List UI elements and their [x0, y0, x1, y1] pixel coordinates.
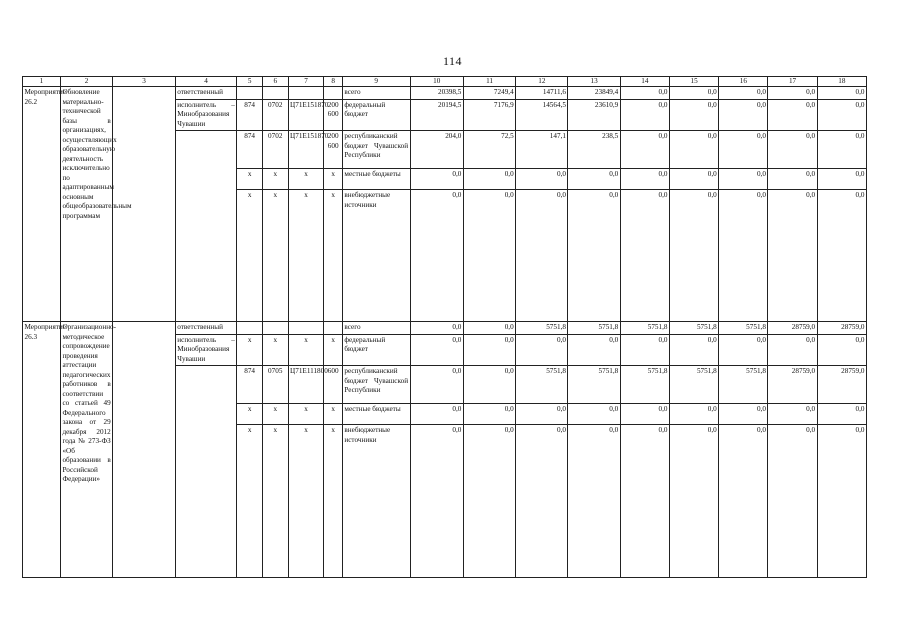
grbs-code: х: [237, 425, 263, 578]
col-header: 6: [262, 77, 288, 87]
col-header: 12: [516, 77, 568, 87]
amount-cell: 0,0: [669, 190, 718, 322]
amount-cell: 5751,8: [516, 366, 568, 404]
amount-cell: 0,0: [768, 334, 817, 366]
amount-cell: 20194,5: [410, 99, 463, 131]
amount-cell: 23610,9: [568, 99, 620, 131]
target-article-code: Ц71Е151870: [288, 131, 324, 169]
grbs-code: [237, 322, 263, 335]
amount-cell: 0,0: [463, 425, 515, 578]
actor-cell: исполнитель – Минобразования Чувашии: [175, 99, 237, 131]
funding-source: внебюджетные источники: [342, 425, 410, 578]
actor-cell: [175, 366, 237, 578]
col-header: 17: [768, 77, 817, 87]
col-header: 5: [237, 77, 263, 87]
expense-type-code: х: [324, 404, 342, 425]
amount-cell: 28759,0: [768, 322, 817, 335]
section-code: х: [262, 425, 288, 578]
amount-cell: 5751,8: [719, 366, 768, 404]
grbs-code: 874: [237, 366, 263, 404]
grbs-code: 874: [237, 99, 263, 131]
expense-type-code: х: [324, 169, 342, 190]
col-header: 2: [60, 77, 112, 87]
amount-cell: 0,0: [620, 131, 669, 169]
measure-name: Организационно-методическое сопровождение проведения аттестации педагогических работников в соответствии со статьей 49 Федерального закона от 29 декабря 2012 года № 273-ФЗ «Об образовании в Российской Федерации»: [60, 322, 112, 578]
col-header: 3: [113, 77, 176, 87]
amount-cell: 0,0: [620, 334, 669, 366]
target-article-code: [288, 322, 324, 335]
amount-cell: 0,0: [516, 404, 568, 425]
amount-cell: 0,0: [620, 190, 669, 322]
amount-cell: 5751,8: [719, 322, 768, 335]
amount-cell: 0,0: [669, 87, 718, 100]
amount-cell: 0,0: [817, 404, 866, 425]
expense-type-code: 200 600: [324, 99, 342, 131]
funding-source: местные бюджеты: [342, 169, 410, 190]
section-code: х: [262, 404, 288, 425]
amount-cell: 0,0: [568, 334, 620, 366]
section-code: х: [262, 190, 288, 322]
funding-source: республиканский бюджет Чувашской Республики: [342, 366, 410, 404]
target-article-code: Ц71Е111800: [288, 366, 324, 404]
section-code: [262, 322, 288, 335]
grbs-code: х: [237, 169, 263, 190]
expense-type-code: [324, 322, 342, 335]
amount-cell: 0,0: [516, 425, 568, 578]
grbs-code: х: [237, 334, 263, 366]
target-article-code: Ц71Е151870: [288, 99, 324, 131]
amount-cell: 5751,8: [620, 366, 669, 404]
amount-cell: 28759,0: [817, 366, 866, 404]
section-code: х: [262, 334, 288, 366]
grbs-code: [237, 87, 263, 100]
amount-cell: 0,0: [817, 334, 866, 366]
amount-cell: 0,0: [669, 131, 718, 169]
amount-cell: 0,0: [620, 425, 669, 578]
expense-type-code: 600: [324, 366, 342, 404]
amount-cell: 0,0: [410, 169, 463, 190]
section-code: 0702: [262, 99, 288, 131]
amount-cell: 0,0: [719, 425, 768, 578]
amount-cell: 0,0: [463, 366, 515, 404]
amount-cell: 0,0: [817, 425, 866, 578]
page-number: 114: [442, 54, 463, 68]
amount-cell: 0,0: [516, 334, 568, 366]
expense-type-code: х: [324, 425, 342, 578]
amount-cell: 5751,8: [669, 366, 718, 404]
amount-cell: 0,0: [817, 87, 866, 100]
amount-cell: 0,0: [620, 404, 669, 425]
measure-label: Мероприятие 26.2: [23, 87, 61, 322]
amount-cell: 5751,8: [516, 322, 568, 335]
target-article-code: х: [288, 425, 324, 578]
col-header: 15: [669, 77, 718, 87]
col-header: 1: [23, 77, 61, 87]
amount-cell: 0,0: [568, 425, 620, 578]
amount-cell: 0,0: [568, 404, 620, 425]
amount-cell: 5751,8: [620, 322, 669, 335]
amount-cell: 0,0: [669, 334, 718, 366]
target-article-code: х: [288, 334, 324, 366]
amount-cell: 0,0: [719, 190, 768, 322]
amount-cell: 14564,5: [516, 99, 568, 131]
amount-cell: 0,0: [768, 190, 817, 322]
expense-type-code: х: [324, 190, 342, 322]
amount-cell: 0,0: [410, 334, 463, 366]
amount-cell: 72,5: [463, 131, 515, 169]
amount-cell: 28759,0: [817, 322, 866, 335]
expense-type-code: х: [324, 334, 342, 366]
amount-cell: 0,0: [463, 190, 515, 322]
amount-cell: 0,0: [719, 334, 768, 366]
funding-source: всего: [342, 322, 410, 335]
actor-cell: исполнитель – Минобразования Чувашии: [175, 334, 237, 366]
grbs-code: х: [237, 404, 263, 425]
amount-cell: 0,0: [719, 169, 768, 190]
amount-cell: 0,0: [768, 131, 817, 169]
amount-cell: 0,0: [768, 87, 817, 100]
actor-cell: ответственный: [175, 322, 237, 335]
expense-type-code: 200 600: [324, 131, 342, 169]
funding-source: местные бюджеты: [342, 404, 410, 425]
amount-cell: 28759,0: [768, 366, 817, 404]
amount-cell: 0,0: [768, 425, 817, 578]
funding-source: всего: [342, 87, 410, 100]
section-code: х: [262, 169, 288, 190]
amount-cell: 0,0: [410, 404, 463, 425]
amount-cell: 0,0: [516, 190, 568, 322]
funding-source: республиканский бюджет Чувашской Республики: [342, 131, 410, 169]
amount-cell: 147,1: [516, 131, 568, 169]
amount-cell: 0,0: [620, 169, 669, 190]
col-header: 9: [342, 77, 410, 87]
section-code: 0702: [262, 131, 288, 169]
amount-cell: 204,0: [410, 131, 463, 169]
amount-cell: 7176,9: [463, 99, 515, 131]
amount-cell: 0,0: [410, 366, 463, 404]
measure-name: Обновление материально-технической базы в организациях, осуществляющих образовательную деятельность исключительно по адаптированным основным общеобразовательным программам: [60, 87, 112, 322]
amount-cell: 238,5: [568, 131, 620, 169]
amount-cell: 0,0: [669, 99, 718, 131]
amount-cell: 5751,8: [568, 322, 620, 335]
col-header: 7: [288, 77, 324, 87]
amount-cell: 0,0: [817, 169, 866, 190]
amount-cell: 0,0: [669, 169, 718, 190]
col-header: 4: [175, 77, 237, 87]
amount-cell: 0,0: [568, 190, 620, 322]
expense-type-code: [324, 87, 342, 100]
funding-source: федеральный бюджет: [342, 99, 410, 131]
target-article-code: х: [288, 169, 324, 190]
measure-label: Мероприятие 26.3: [23, 322, 61, 578]
amount-cell: 0,0: [719, 99, 768, 131]
amount-cell: 0,0: [463, 404, 515, 425]
actor-cell: [175, 131, 237, 322]
target-article-code: х: [288, 404, 324, 425]
col-header: 11: [463, 77, 515, 87]
amount-cell: 5751,8: [568, 366, 620, 404]
measure-col3: [113, 322, 176, 578]
col-header: 16: [719, 77, 768, 87]
amount-cell: 0,0: [463, 169, 515, 190]
amount-cell: 0,0: [620, 99, 669, 131]
table-row: [23, 322, 867, 335]
amount-cell: 0,0: [768, 99, 817, 131]
amount-cell: 0,0: [463, 322, 515, 335]
amount-cell: 23849,4: [568, 87, 620, 100]
amount-cell: 0,0: [463, 334, 515, 366]
section-code: [262, 87, 288, 100]
amount-cell: 0,0: [768, 169, 817, 190]
amount-cell: 0,0: [410, 322, 463, 335]
col-header: 13: [568, 77, 620, 87]
amount-cell: 0,0: [669, 425, 718, 578]
amount-cell: 14711,6: [516, 87, 568, 100]
amount-cell: 0,0: [719, 404, 768, 425]
header-row: [23, 77, 867, 87]
amount-cell: 0,0: [516, 169, 568, 190]
amount-cell: 0,0: [669, 404, 718, 425]
table-row: [23, 87, 867, 100]
amount-cell: 0,0: [568, 169, 620, 190]
amount-cell: 20398,5: [410, 87, 463, 100]
col-header: 8: [324, 77, 342, 87]
funding-source: федеральный бюджет: [342, 334, 410, 366]
funding-source: внебюджетные источники: [342, 190, 410, 322]
amount-cell: 0,0: [620, 87, 669, 100]
amount-cell: 0,0: [719, 131, 768, 169]
grbs-code: х: [237, 190, 263, 322]
amount-cell: 5751,8: [669, 322, 718, 335]
col-header: 18: [817, 77, 866, 87]
budget-table: [22, 76, 867, 578]
target-article-code: [288, 87, 324, 100]
amount-cell: 0,0: [410, 425, 463, 578]
amount-cell: 0,0: [719, 87, 768, 100]
amount-cell: 0,0: [817, 131, 866, 169]
grbs-code: 874: [237, 131, 263, 169]
amount-cell: 0,0: [410, 190, 463, 322]
col-header: 14: [620, 77, 669, 87]
col-header: 10: [410, 77, 463, 87]
amount-cell: 7249,4: [463, 87, 515, 100]
amount-cell: 0,0: [817, 99, 866, 131]
amount-cell: 0,0: [768, 404, 817, 425]
section-code: 0705: [262, 366, 288, 404]
target-article-code: х: [288, 190, 324, 322]
amount-cell: 0,0: [817, 190, 866, 322]
actor-cell: ответственный: [175, 87, 237, 100]
